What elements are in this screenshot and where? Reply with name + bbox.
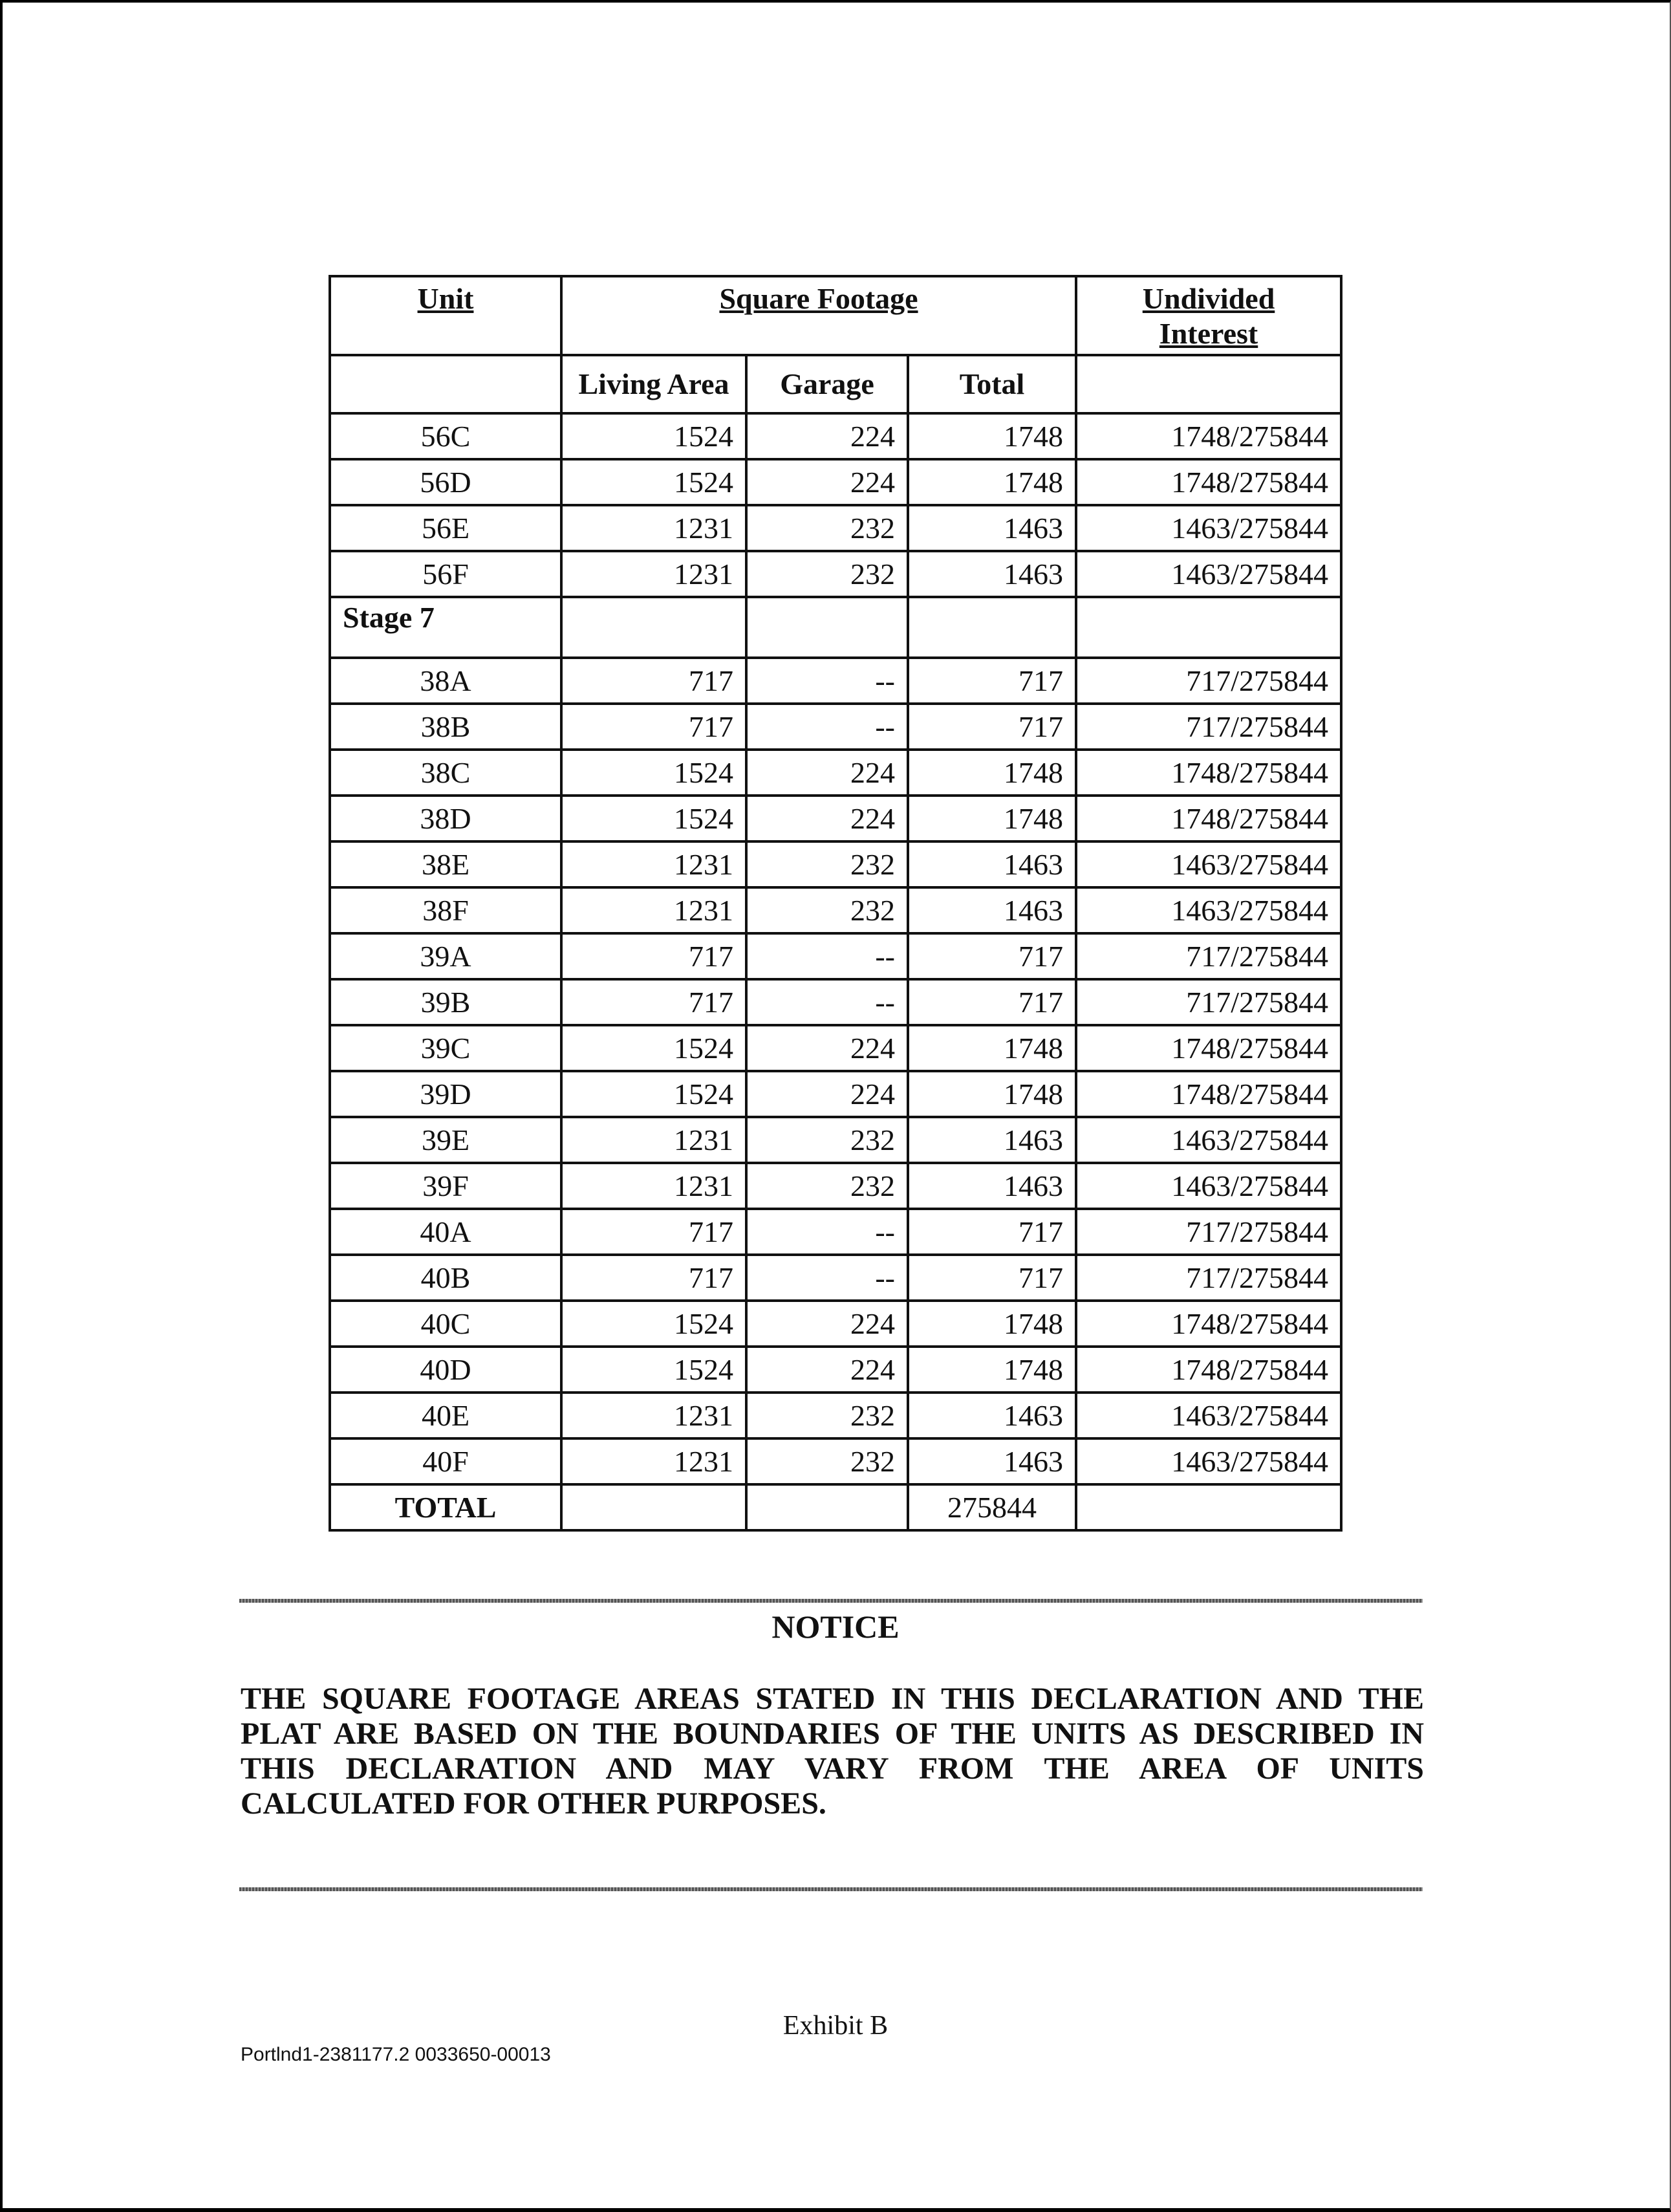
stage-row [330, 597, 1341, 658]
total-cell: 1463 [908, 505, 1076, 551]
unit-cell: 39C [330, 1025, 561, 1071]
living-area-cell: 717 [561, 1209, 746, 1255]
unit-cell: 38F [330, 887, 561, 933]
unit-cell: 38C [330, 750, 561, 796]
unit-cell: 38A [330, 658, 561, 704]
undivided-interest-cell: 1463/275844 [1076, 841, 1341, 887]
table-row [330, 979, 1341, 1025]
living-area-cell: 1524 [561, 1347, 746, 1393]
living-area-cell: 1524 [561, 1301, 746, 1347]
notice-body: THE SQUARE FOOTAGE AREAS STATED IN THIS DECLARATION AND THE PLAT ARE BASED ON THE BOUNDARIES OF THE UNITS AS DESCRIBED IN THIS DECLARATION AND MAY VARY FROM THE AREA OF UNITS CALCULATED FOR OTHER PURPOSES. [241, 1682, 1424, 1821]
living-area-cell: 1524 [561, 750, 746, 796]
notice-bottom-rule [239, 1887, 1423, 1891]
unit-cell: 39E [330, 1117, 561, 1163]
undivided-interest-cell: 1748/275844 [1076, 1301, 1341, 1347]
living-area-cell: 1231 [561, 1117, 746, 1163]
total-cell: 1748 [908, 459, 1076, 505]
header-living-area: Living Area [561, 355, 746, 413]
undivided-interest-cell: 1463/275844 [1076, 1117, 1341, 1163]
total-cell: 1463 [908, 887, 1076, 933]
undivided-interest-cell: 1463/275844 [1076, 1438, 1341, 1484]
total-cell: 1748 [908, 750, 1076, 796]
total-blank-cell [561, 1484, 746, 1530]
header-total: Total [908, 355, 1076, 413]
total-cell: 717 [908, 979, 1076, 1025]
header-square-footage: Square Footage [561, 276, 1076, 355]
exhibit-label: Exhibit B [782, 2011, 889, 2041]
unit-cell: 40D [330, 1347, 561, 1393]
total-cell: 1748 [908, 413, 1076, 459]
garage-cell: -- [746, 658, 908, 704]
table-row [330, 551, 1341, 597]
total-cell: 1748 [908, 1301, 1076, 1347]
unit-cell: 56F [330, 551, 561, 597]
living-area-cell: 1231 [561, 1163, 746, 1209]
header-unit: Unit [330, 276, 561, 355]
total-blank-cell [746, 1484, 908, 1530]
undivided-interest-cell: 1463/275844 [1076, 551, 1341, 597]
total-cell: 1748 [908, 1347, 1076, 1393]
undivided-interest-cell: 1463/275844 [1076, 887, 1341, 933]
unit-cell: 38E [330, 841, 561, 887]
undivided-interest-cell: 717/275844 [1076, 979, 1341, 1025]
table-row [330, 1209, 1341, 1255]
living-area-cell: 1231 [561, 887, 746, 933]
table-row [330, 413, 1341, 459]
unit-cell: 38D [330, 796, 561, 841]
unit-cell: 39F [330, 1163, 561, 1209]
garage-cell: 224 [746, 1301, 908, 1347]
undivided-interest-cell: 717/275844 [1076, 658, 1341, 704]
total-cell: 717 [908, 1255, 1076, 1301]
table-row [330, 1025, 1341, 1071]
garage-cell: 232 [746, 1393, 908, 1438]
table-row [330, 1071, 1341, 1117]
document-id: Portlnd1-2381177.2 0033650-00013 [241, 2044, 551, 2065]
total-cell: 1463 [908, 551, 1076, 597]
table-row [330, 1117, 1341, 1163]
garage-cell: 224 [746, 796, 908, 841]
table-row [330, 841, 1341, 887]
garage-cell: 224 [746, 459, 908, 505]
total-cell: 1463 [908, 841, 1076, 887]
unit-cell: 39A [330, 933, 561, 979]
living-area-cell: 717 [561, 1255, 746, 1301]
total-cell: 717 [908, 933, 1076, 979]
garage-cell: -- [746, 979, 908, 1025]
table-row [330, 1255, 1341, 1301]
living-area-cell: 1231 [561, 505, 746, 551]
table-row [330, 658, 1341, 704]
undivided-interest-cell: 717/275844 [1076, 1209, 1341, 1255]
table-row [330, 459, 1341, 505]
undivided-interest-cell: 1748/275844 [1076, 1071, 1341, 1117]
garage-cell: 232 [746, 505, 908, 551]
unit-cell: 56E [330, 505, 561, 551]
grand-total-cell: 275844 [908, 1484, 1076, 1530]
undivided-interest-cell: 1748/275844 [1076, 1025, 1341, 1071]
undivided-interest-cell: 1748/275844 [1076, 413, 1341, 459]
table-row [330, 1163, 1341, 1209]
garage-cell: -- [746, 933, 908, 979]
table-row [330, 1347, 1341, 1393]
undivided-interest-cell: 1463/275844 [1076, 505, 1341, 551]
garage-cell: 224 [746, 1347, 908, 1393]
total-cell: 717 [908, 704, 1076, 750]
header-row-2 [330, 355, 1341, 413]
total-cell: 1463 [908, 1438, 1076, 1484]
garage-cell: 224 [746, 1071, 908, 1117]
living-area-cell: 1524 [561, 1025, 746, 1071]
undivided-interest-cell: 1748/275844 [1076, 796, 1341, 841]
living-area-cell: 717 [561, 658, 746, 704]
unit-cell: 40E [330, 1393, 561, 1438]
living-area-cell: 1524 [561, 1071, 746, 1117]
table-row [330, 887, 1341, 933]
stage-blank-cell [561, 597, 746, 658]
undivided-interest-cell: 1748/275844 [1076, 1347, 1341, 1393]
table-row [330, 1438, 1341, 1484]
unit-cell: 39B [330, 979, 561, 1025]
table-row [330, 704, 1341, 750]
header-undivided-interest: Undivided Interest [1076, 276, 1341, 355]
undivided-interest-cell: 717/275844 [1076, 933, 1341, 979]
stage-blank-cell [1076, 597, 1341, 658]
unit-cell: 40F [330, 1438, 561, 1484]
table-row [330, 750, 1341, 796]
table-row [330, 505, 1341, 551]
header-row-1 [330, 276, 1341, 355]
table-body [330, 276, 1341, 1530]
garage-cell: 232 [746, 551, 908, 597]
living-area-cell: 1231 [561, 1438, 746, 1484]
stage-blank-cell [908, 597, 1076, 658]
garage-cell: 232 [746, 1163, 908, 1209]
total-cell: 1463 [908, 1163, 1076, 1209]
undivided-interest-cell: 1748/275844 [1076, 750, 1341, 796]
header-blank-interest [1076, 355, 1341, 413]
stage-blank-cell [746, 597, 908, 658]
total-cell: 1748 [908, 1071, 1076, 1117]
total-blank-cell [1076, 1484, 1341, 1530]
total-cell: 1748 [908, 796, 1076, 841]
unit-cell: 40B [330, 1255, 561, 1301]
garage-cell: -- [746, 1255, 908, 1301]
notice-title: NOTICE [771, 1609, 900, 1645]
living-area-cell: 1231 [561, 841, 746, 887]
undivided-interest-cell: 717/275844 [1076, 704, 1341, 750]
stage-label: Stage 7 [330, 597, 561, 658]
unit-cell: 40C [330, 1301, 561, 1347]
total-cell: 717 [908, 1209, 1076, 1255]
unit-cell: 56C [330, 413, 561, 459]
table-row [330, 1301, 1341, 1347]
living-area-cell: 717 [561, 979, 746, 1025]
total-row [330, 1484, 1341, 1530]
living-area-cell: 1231 [561, 551, 746, 597]
undivided-interest-cell: 1463/275844 [1076, 1393, 1341, 1438]
living-area-cell: 1231 [561, 1393, 746, 1438]
garage-cell: -- [746, 1209, 908, 1255]
table-row [330, 1393, 1341, 1438]
living-area-cell: 717 [561, 933, 746, 979]
total-cell: 717 [908, 658, 1076, 704]
garage-cell: 232 [746, 887, 908, 933]
living-area-cell: 1524 [561, 413, 746, 459]
living-area-cell: 717 [561, 704, 746, 750]
unit-cell: 38B [330, 704, 561, 750]
total-cell: 1748 [908, 1025, 1076, 1071]
garage-cell: -- [746, 704, 908, 750]
unit-cell: 56D [330, 459, 561, 505]
table-row [330, 933, 1341, 979]
header-garage: Garage [746, 355, 908, 413]
garage-cell: 224 [746, 750, 908, 796]
notice-top-rule [239, 1599, 1423, 1603]
garage-cell: 224 [746, 1025, 908, 1071]
garage-cell: 224 [746, 413, 908, 459]
garage-cell: 232 [746, 841, 908, 887]
total-cell: 1463 [908, 1393, 1076, 1438]
undivided-interest-cell: 717/275844 [1076, 1255, 1341, 1301]
total-cell: 1463 [908, 1117, 1076, 1163]
total-label: TOTAL [330, 1484, 561, 1530]
unit-cell: 39D [330, 1071, 561, 1117]
living-area-cell: 1524 [561, 796, 746, 841]
garage-cell: 232 [746, 1117, 908, 1163]
header-blank [330, 355, 561, 413]
undivided-interest-cell: 1748/275844 [1076, 459, 1341, 505]
square-footage-table [329, 275, 1342, 1532]
undivided-interest-cell: 1463/275844 [1076, 1163, 1341, 1209]
table-row [330, 796, 1341, 841]
garage-cell: 232 [746, 1438, 908, 1484]
unit-cell: 40A [330, 1209, 561, 1255]
living-area-cell: 1524 [561, 459, 746, 505]
